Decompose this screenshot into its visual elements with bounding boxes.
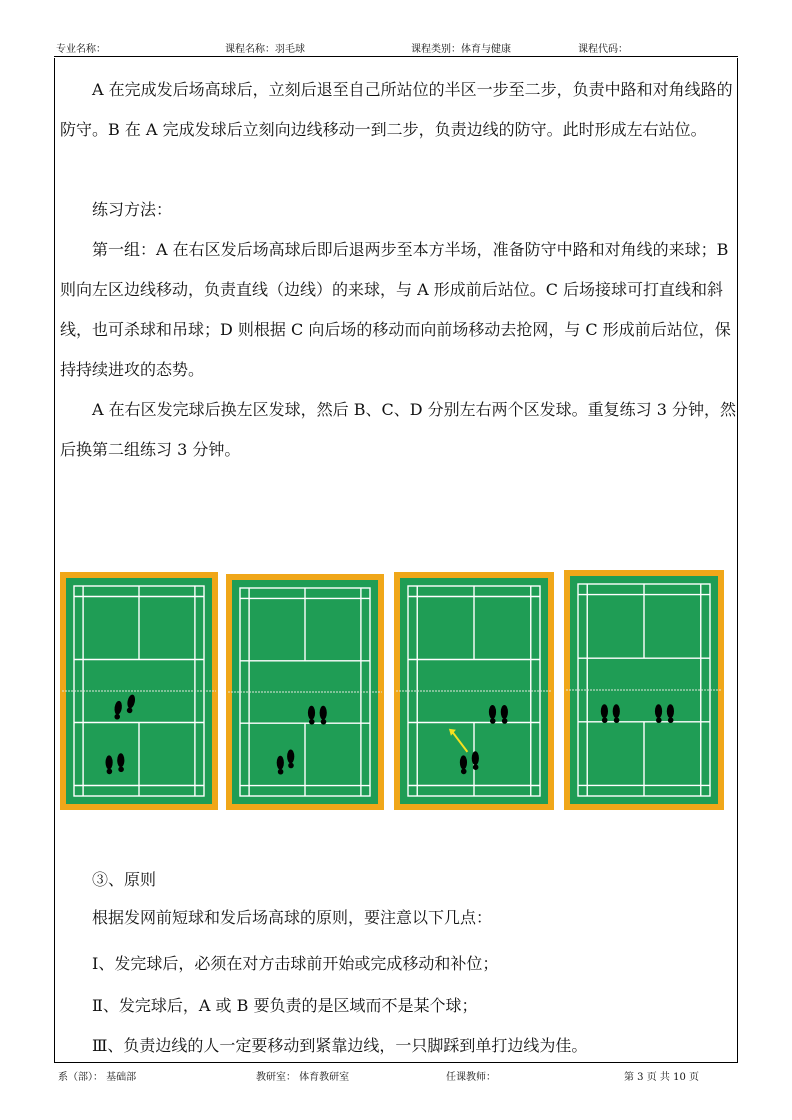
court-diagram-4 bbox=[564, 570, 724, 810]
principle-point-2: Ⅱ、发完球后，A 或 B 要负责的是区域而不是某个球； bbox=[92, 996, 478, 1015]
footer-office: 教研室： 体育教研室 bbox=[256, 1072, 350, 1083]
paragraph-practice-heading: 练习方法： bbox=[92, 200, 173, 219]
footprint-sole bbox=[472, 751, 479, 765]
court-diagram-2 bbox=[226, 574, 384, 810]
header-course-type: 课程类别：体育与健康 bbox=[411, 44, 511, 55]
court-diagrams bbox=[56, 570, 736, 810]
header-course-code: 课程代码： bbox=[578, 44, 628, 55]
principle-intro: 根据发网前短球和发后场高球的原则，要注意以下几点： bbox=[92, 908, 493, 927]
footer-page-number: 第 3 页 共 10 页 bbox=[624, 1072, 699, 1083]
footprint-sole bbox=[320, 706, 327, 720]
footprint-heel bbox=[614, 717, 620, 723]
footprint-heel bbox=[321, 719, 327, 725]
footprint-sole bbox=[287, 749, 294, 763]
footprint-sole bbox=[489, 705, 496, 719]
footprint-sole bbox=[655, 704, 662, 718]
footprint-heel bbox=[288, 763, 294, 769]
footprint-heel bbox=[502, 718, 508, 724]
footprint-sole bbox=[667, 704, 674, 718]
footer-rule bbox=[54, 1062, 738, 1063]
footprint-heel bbox=[668, 717, 674, 723]
footprint-sole bbox=[501, 705, 508, 719]
footprint-sole bbox=[277, 756, 284, 770]
paragraph-positioning: A 在完成发后场高球后，立刻后退至自己所站位的半区一步至二步，负责中路和对角线路的防守。B 在 A 完成发球后立刻向边线移动一到二步，负责边线的防守。此时形成左右站位。 bbox=[60, 80, 733, 139]
footprint-heel bbox=[602, 717, 608, 723]
footprint-sole bbox=[601, 704, 608, 718]
header-major: 专业名称： bbox=[56, 44, 106, 55]
footprint-sole bbox=[308, 706, 315, 720]
footer-teacher: 任课教师： bbox=[446, 1072, 496, 1083]
footprint-sole bbox=[117, 753, 124, 767]
principle-point-1: Ⅰ、发完球后，必须在对方击球前开始或完成移动和补位； bbox=[92, 954, 499, 973]
paragraph-rotation: A 在右区发完球后换左区发球，然后 B、C、D 分别左右两个区发球。重复练习 3 分钟，然后换第二组练习 3 分钟。 bbox=[60, 400, 736, 459]
footprint-heel bbox=[278, 769, 284, 775]
footprint-heel bbox=[118, 767, 124, 773]
footprint-heel bbox=[309, 719, 315, 725]
principle-title: ③、原则 bbox=[92, 870, 157, 889]
footprint-sole bbox=[613, 704, 620, 718]
principle-point-3: Ⅲ、负责边线的人一定要移动到紧靠边线，一只脚踩到单打边线为佳。 bbox=[92, 1036, 588, 1055]
footprint-heel bbox=[473, 764, 479, 770]
header-course-name: 课程名称：羽毛球 bbox=[225, 44, 305, 55]
footprint-heel bbox=[656, 717, 662, 723]
court-diagram-3 bbox=[394, 572, 554, 810]
footprint-heel bbox=[461, 769, 467, 775]
footprint-sole bbox=[460, 755, 467, 769]
footer-department: 系（部）： 基础部 bbox=[58, 1072, 137, 1083]
court-diagram-1 bbox=[60, 572, 218, 810]
page-footer bbox=[54, 1066, 738, 1084]
page-header bbox=[54, 36, 738, 56]
footprint-sole bbox=[106, 755, 113, 769]
footprint-heel bbox=[490, 718, 496, 724]
footprint-heel bbox=[107, 769, 113, 775]
paragraph-group-one: 第一组：A 在右区发后场高球后即后退两步至本方半场，准备防守中路和对角线的来球；B 则向左区边线移动，负责直线（边线）的来球，与 A 形成前后站位。C 后场接球可打直线和斜线，也可杀球和吊球；D 则根据 C 向后场的移动而向前场移动去抢网，与 C 形成前后站位，保持持续进攻的态势。 bbox=[60, 240, 731, 379]
header-rule bbox=[54, 56, 738, 57]
